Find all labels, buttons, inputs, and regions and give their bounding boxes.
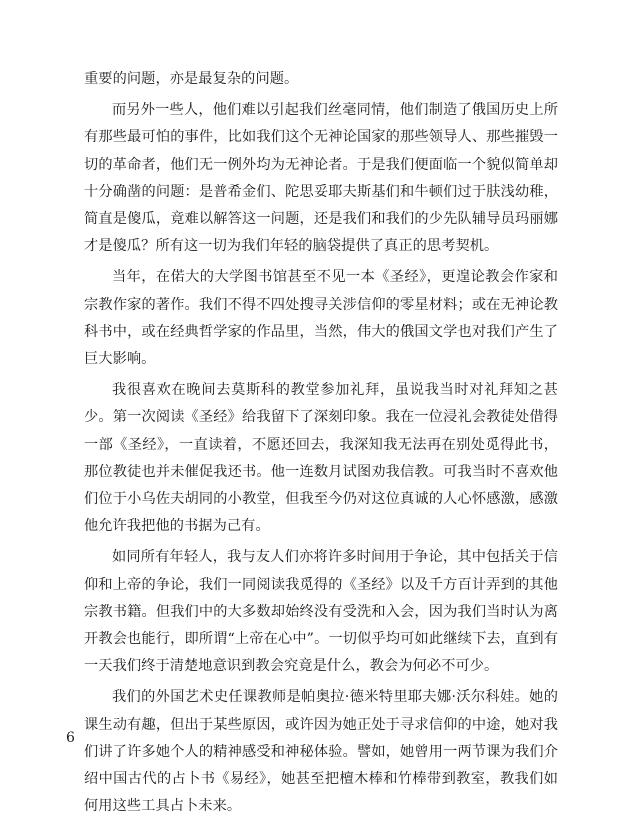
paragraph-4: 我很喜欢在晚间去莫斯科的教堂参加礼拜，虽说我当时对礼拜知之甚少。第一次阅读《圣经》给我留下了深刻印象。我在一位浸礼会教徒处借得一部《圣经》，一直读着，不愿还回去，我深知我无法再在别处觅得此书，那位教徒也并未催促我还书。他一连数月试图劝我信教。可我当时不喜欢他们位于小乌佐夫胡同的小教堂，但我至今仍对这位真诚的人心怀感激，感激他允许我把他的书据为己有。 — [84, 382, 558, 535]
paragraph-6: 我们的外国艺术史任课教师是帕奥拉·德米特里耶夫娜·沃尔科娃。她的课生动有趣，但出于某些原因，或许因为她正处于寻求信仰的中途，她对我们讲了许多她个人的精神感受和神秘体验。譬如，她曾用一两节课为我们介绍中国古代的占卜书《易经》，她甚至把檀木棒和竹棒带到教室，教我们如何用这些工具占卜未来。 — [84, 689, 558, 815]
paragraph-2: 而另外一些人，他们难以引起我们丝毫同情，他们制造了俄国历史上所有那些最可怕的事件，比如我们这个无神论国家的那些领导人、那些摧毁一切的革命者，他们无一例外均为无神论者。于是我们便面临一个貌似简单却十分确凿的问题：是普希金们、陀思妥耶夫斯基们和牛顿们过于肤浅幼稚，简直是傻瓜，竟难以解答这一问题，还是我们和我们的少先队辅导员玛丽娜才是傻瓜？所有这一切为我们年轻的脑袋提供了真正的思考契机。 — [84, 102, 558, 255]
page-number: 6 — [66, 730, 75, 746]
paragraph-5: 如同所有年轻人，我与友人们亦将许多时间用于争论，其中包括关于信仰和上帝的争论，我们一同阅读我觅得的《圣经》以及千方百计弄到的其他宗教书籍。但我们中的大多数却始终没有受洗和入会，因为我们当时认为离开教会也能行，即所谓“上帝在心中”。一切似乎均可如此继续下去，直到有一天我们终于清楚地意识到教会究竟是什么，教会为何必不可少。 — [84, 549, 558, 675]
paragraph-3: 当年，在偌大的大学图书馆甚至不见一本《圣经》，更遑论教会作家和宗教作家的著作。我们不得不四处搜寻关涉信仰的零星材料；或在无神论教科书中，或在经典哲学家的作品里，当然，伟大的俄国文学也对我们产生了巨大影响。 — [84, 269, 558, 368]
paragraph-1: 重要的问题，亦是最复杂的问题。 — [84, 71, 299, 87]
page-body — [84, 66, 558, 824]
